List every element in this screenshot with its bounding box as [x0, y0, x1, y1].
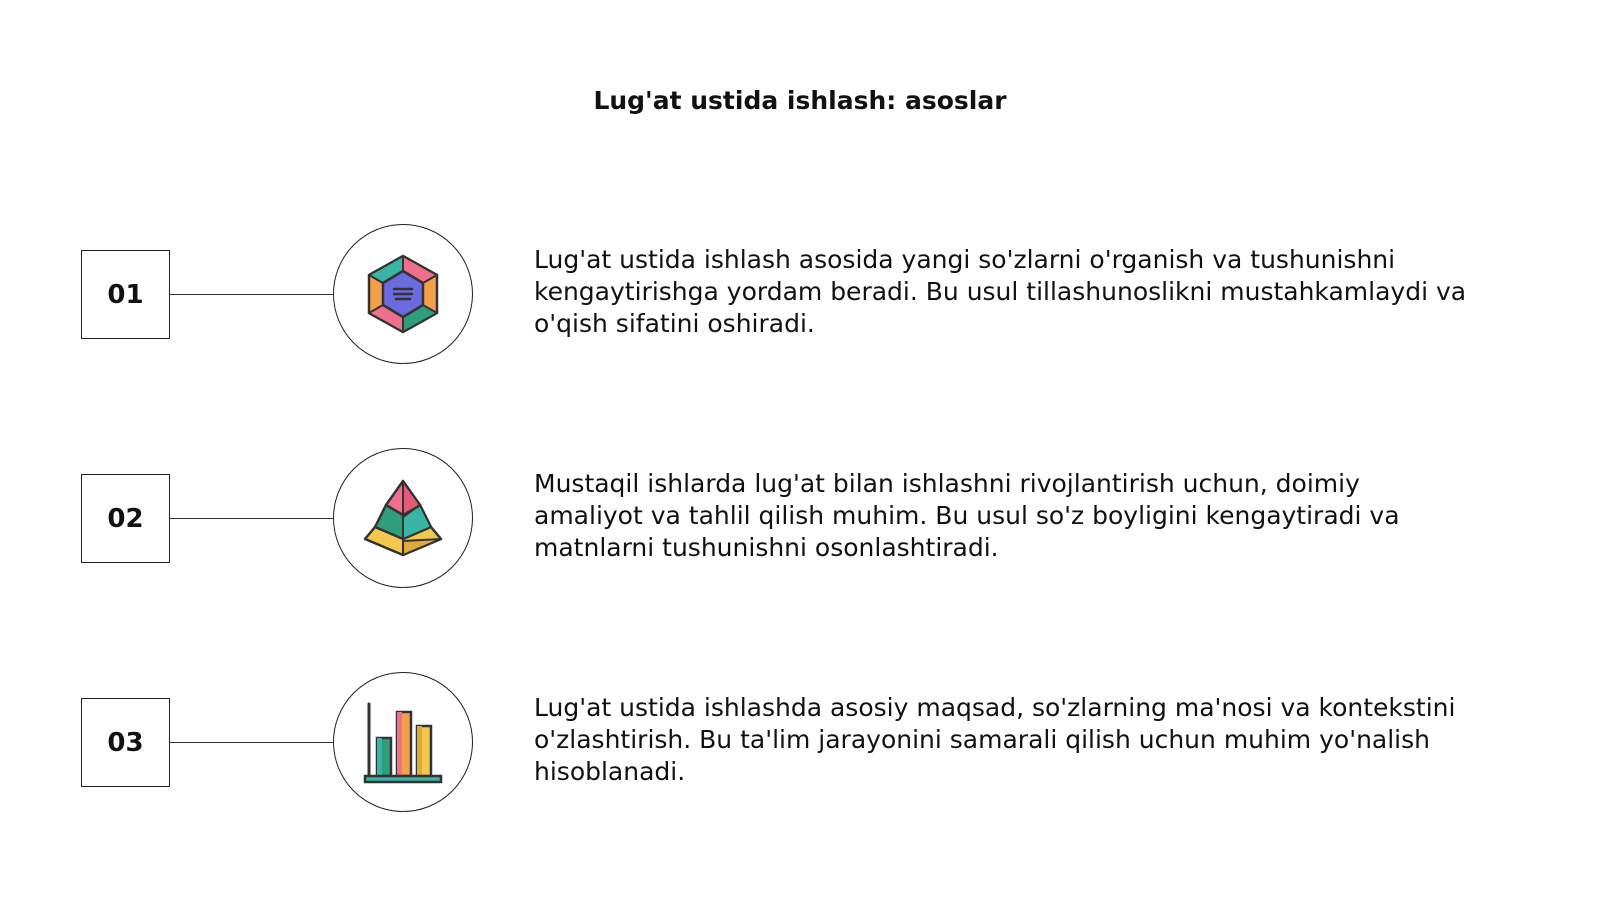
item-description: Lug'at ustida ishlash asosida yangi so'zlarni o'rganish va tushunishni kengaytirishga yordam beradi. Bu usul tillashunoslikni mustahkamlaydi va o'qish sifatini oshiradi. — [534, 245, 1467, 338]
item-description: Mustaqil ishlarda lug'at bilan ishlashni rivojlantirish uchun, doimiy amaliyot va tahlil qilish muhim. Bu usul so'z boyligini kengaytiradi va matnlarni tushunishni osonlashtiradi. — [534, 469, 1400, 562]
step-number-box: 02 — [81, 474, 170, 563]
list-item — [0, 670, 1600, 810]
list-item — [0, 446, 1600, 586]
connector-line — [170, 294, 333, 295]
item-description: Lug'at ustida ishlashda asosiy maqsad, so'zlarning ma'nosi va kontekstini o'zlashtirish. Bu ta'lim jarayonini samarali qilish uchun muhim yo'nalish hisoblanadi. — [534, 693, 1456, 786]
list-item — [0, 222, 1600, 362]
connector-line — [170, 518, 333, 519]
step-number-box: 03 — [81, 698, 170, 787]
bar-chart-icon — [333, 672, 473, 812]
page-title: Lug'at ustida ishlash: asoslar — [593, 86, 1007, 115]
hexagon-list-icon — [333, 224, 473, 364]
step-number-box: 01 — [81, 250, 170, 339]
pyramid-icon — [333, 448, 473, 588]
connector-line — [170, 742, 333, 743]
